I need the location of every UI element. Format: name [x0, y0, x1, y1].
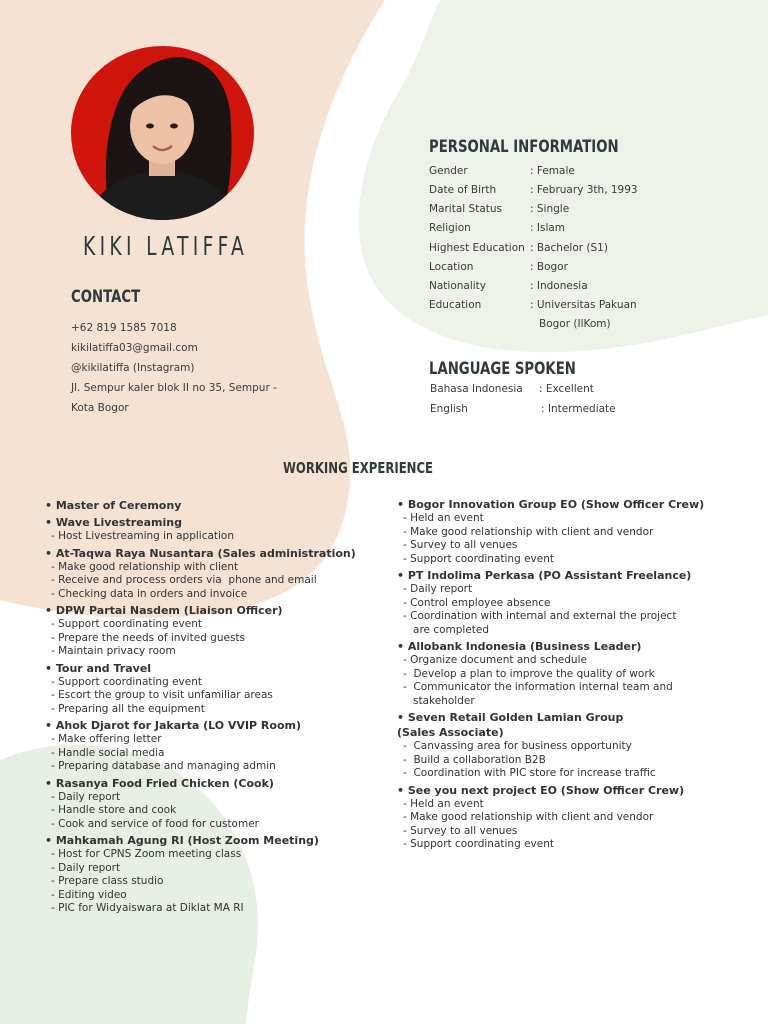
- job-task: - Develop a plan to improve the quality of work: [403, 667, 655, 680]
- job-task: - Daily report: [403, 583, 473, 595]
- job-task: - Prepare class studio: [51, 875, 164, 887]
- language-heading: LANGUAGE SPOKEN: [429, 359, 576, 379]
- personal-value: : Single: [530, 203, 570, 215]
- job-title: • Master of Ceremony: [45, 499, 182, 512]
- job-task: - Prepare the needs of invited guests: [51, 631, 245, 644]
- job-task: - Control employee absence: [403, 596, 551, 609]
- avatar-figure: [71, 46, 254, 220]
- job-task: - Support coordinating event: [51, 675, 202, 688]
- job-task: - Make good relationship with client and vendor: [403, 525, 654, 538]
- contact-address-line2: Kota Bogor: [71, 402, 129, 414]
- language-value: : Excellent: [539, 383, 594, 395]
- personal-label: Marital Status: [429, 203, 502, 215]
- job-task: - Organize document and schedule: [403, 654, 587, 666]
- personal-value: : Islam: [530, 222, 566, 234]
- experience-heading: WORKING EXPERIENCE: [283, 459, 434, 477]
- job-title: • Mahkamah Agung RI (Host Zoom Meeting): [45, 834, 319, 847]
- job-title: • DPW Partai Nasdem (Liaison Officer): [45, 604, 283, 617]
- personal-value: : Universitas Pakuan: [530, 299, 637, 311]
- job-task: - Support coordinating event: [51, 618, 202, 630]
- profile-photo: [71, 46, 254, 220]
- job-task: - Held an event: [403, 797, 484, 810]
- job-task: - Make good relationship with client: [51, 560, 239, 573]
- personal-label: Location: [429, 261, 474, 273]
- personal-value-cont: Bogor (IlKom): [539, 318, 611, 330]
- job-task: - Handle social media: [51, 746, 165, 759]
- contact-instagram: @kikilatiffa (Instagram): [71, 362, 195, 374]
- personal-label: Date of Birth: [429, 184, 497, 196]
- job-task: - Checking data in orders and invoice: [51, 587, 248, 600]
- personal-label: Highest Education: [429, 242, 525, 254]
- job-task: - Build a collaboration B2B: [403, 753, 546, 766]
- contact-heading: CONTACT: [71, 287, 141, 307]
- job-task: - Preparing database and managing admin: [51, 760, 276, 772]
- job-task: - Held an event: [403, 512, 484, 524]
- job-title: • Tour and Travel: [45, 661, 152, 675]
- job-title: • Allobank Indonesia (Business Leader): [397, 640, 642, 653]
- language-label: Bahasa Indonesia: [430, 383, 523, 395]
- personal-value: : Female: [530, 165, 575, 177]
- job-task: are completed: [403, 623, 490, 636]
- job-title-cont: (Sales Associate): [397, 726, 504, 739]
- contact-email: kikilatiffa03@gmail.com: [71, 342, 198, 354]
- personal-info-heading: PERSONAL INFORMATION: [429, 137, 619, 157]
- job-task: - Cook and service of food for customer: [51, 817, 259, 830]
- candidate-name: KIKI LATIFFA: [83, 232, 249, 262]
- experience-right-column: [397, 495, 704, 852]
- job-title: • Bogor Innovation Group EO (Show Officer Crew): [397, 498, 705, 511]
- job-task: - Host for CPNS Zoom meeting class: [51, 848, 242, 860]
- job-task: - Maintain privacy room: [51, 645, 176, 657]
- personal-label: Religion: [429, 222, 471, 234]
- job-task: - Survey to all venues: [403, 539, 518, 551]
- job-task: - Host Livestreaming in application: [51, 530, 235, 542]
- job-title: • Wave Livestreaming: [45, 516, 182, 529]
- job-task: - Escort the group to visit unfamiliar areas: [51, 689, 273, 701]
- personal-value: : Bogor: [530, 261, 568, 273]
- personal-value: : February 3th, 1993: [530, 184, 638, 196]
- experience-left-column: [45, 496, 356, 916]
- personal-label: Education: [429, 299, 482, 311]
- personal-label: Nationality: [429, 280, 487, 292]
- job-task: - Daily report: [51, 790, 121, 803]
- job-task: - Make offering letter: [51, 733, 162, 745]
- job-title: • See you next project EO (Show Officer Crew): [397, 783, 685, 797]
- job-task: - Editing video: [51, 888, 127, 901]
- job-task: - Receive and process orders via phone and email: [51, 574, 317, 586]
- personal-value: : Indonesia: [530, 280, 588, 292]
- contact-address-line1: Jl. Sempur kaler blok II no 35, Sempur -: [71, 382, 277, 394]
- job-task: - Handle store and cook: [51, 804, 177, 816]
- job-task: - Survey to all venues: [403, 824, 518, 837]
- language-label: English: [430, 403, 468, 415]
- job-task: - Daily report: [51, 861, 121, 874]
- job-task: - Support coordinating event: [403, 838, 554, 850]
- job-task: - Canvassing area for business opportunity: [403, 740, 632, 752]
- job-title: • Seven Retail Golden Lamian Group: [397, 711, 624, 724]
- job-task: - Coordination with internal and external the project: [403, 610, 677, 622]
- job-task: - Preparing all the equipment: [51, 702, 205, 715]
- job-title: • Rasanya Food Fried Chicken (Cook): [45, 776, 274, 790]
- contact-phone: +62 819 1585 7018: [71, 322, 177, 334]
- job-task: - Coordination with PIC store for increase traffic: [403, 767, 656, 779]
- job-task: stakeholder: [403, 694, 475, 707]
- job-task: - Make good relationship with client and vendor: [403, 811, 654, 823]
- job-title: • PT Indolima Perkasa (PO Assistant Freelance): [397, 569, 692, 582]
- language-value: : Intermediate: [541, 403, 616, 415]
- job-title: • At-Taqwa Raya Nusantara (Sales administration): [45, 546, 356, 560]
- job-task: - Support coordinating event: [403, 552, 554, 565]
- job-title: • Ahok Djarot for Jakarta (LO VVIP Room): [45, 719, 301, 732]
- personal-label: Gender: [429, 165, 468, 177]
- job-task: - Communicator the information internal team and: [403, 681, 673, 693]
- personal-value: : Bachelor (S1): [530, 242, 608, 254]
- job-task: - PIC for Widyaiswara at Diklat MA RI: [51, 902, 244, 914]
